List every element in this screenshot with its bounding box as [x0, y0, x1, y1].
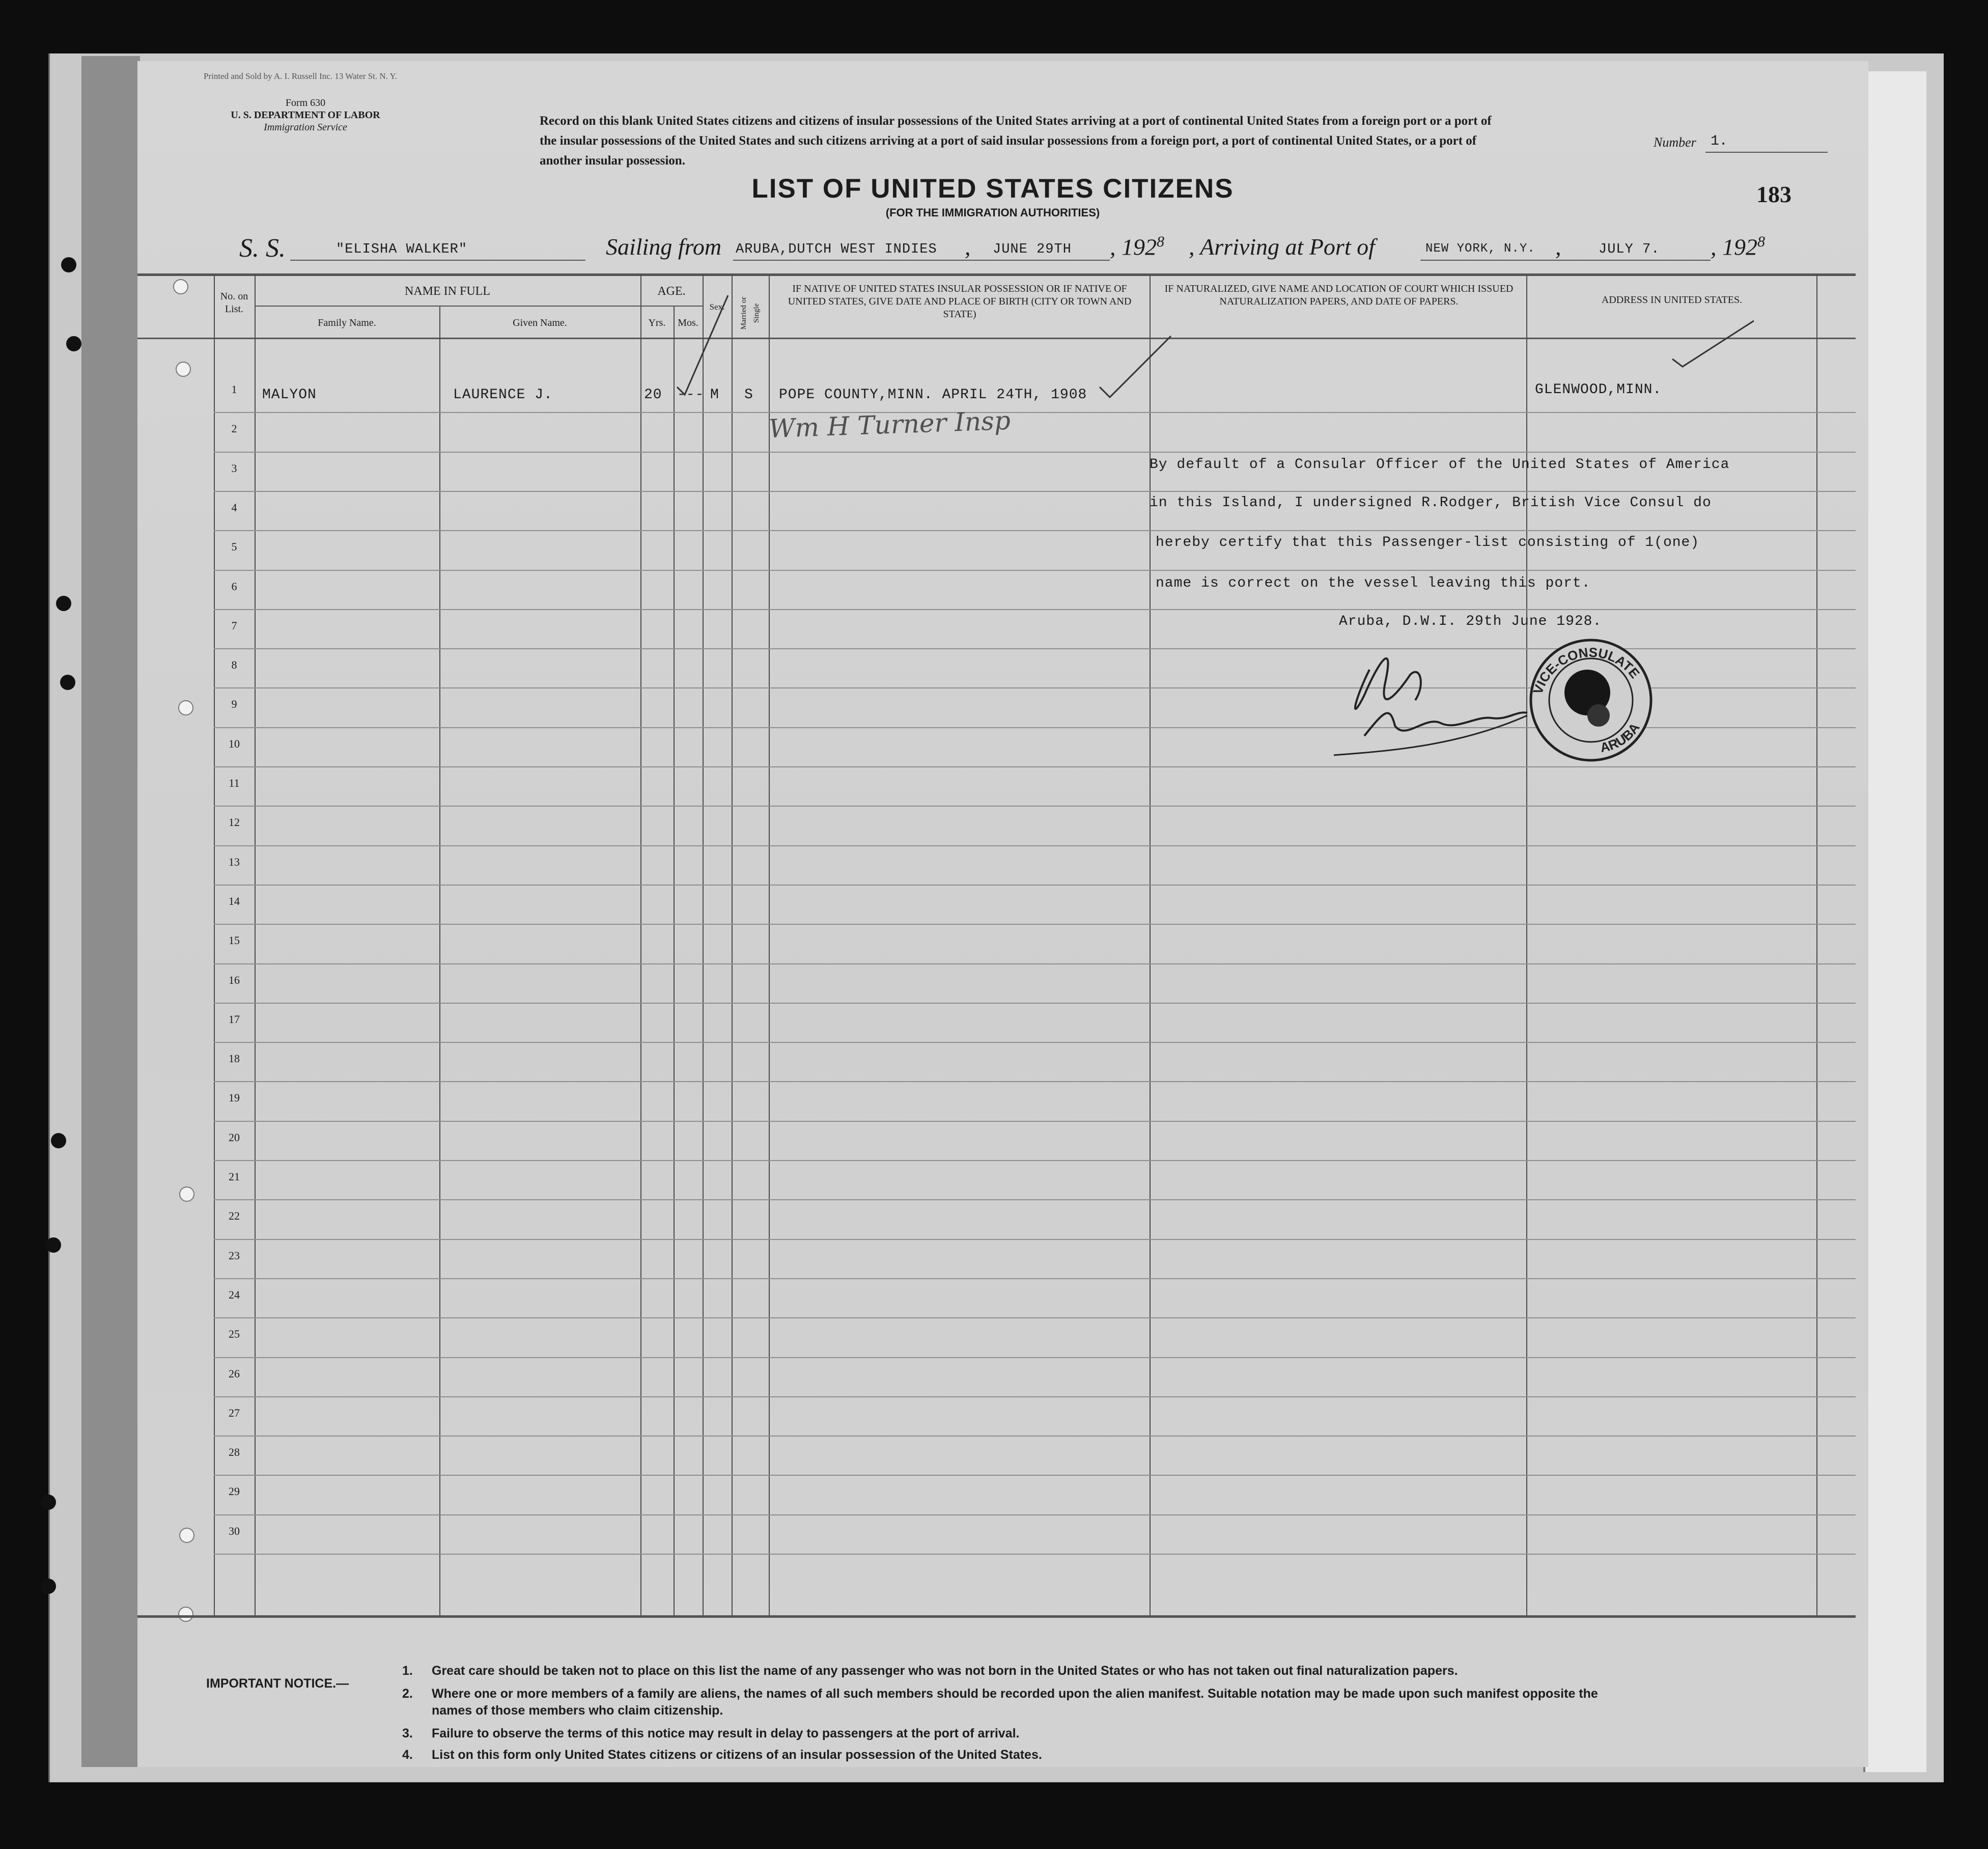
row-number: 13 [229, 855, 240, 868]
sailing-underline [733, 260, 1110, 261]
row-number: 8 [231, 658, 237, 672]
row-number: 21 [229, 1170, 240, 1183]
binder-hole [173, 279, 188, 294]
header-naturalized: IF NATURALIZED, GIVE NAME AND LOCATION OF COURT WHICH ISSUED NATURALIZATION PAPERS, AND DATE OF PAPERS. [1164, 283, 1514, 307]
printer-line: Printed and Sold by A. I. Russell Inc. 13 Water St. N. Y. [204, 71, 397, 81]
check-mark [1095, 331, 1176, 402]
col-divider [640, 275, 641, 1615]
row-number: 9 [231, 698, 237, 711]
row-number: 12 [229, 816, 240, 829]
row-number: 30 [229, 1524, 240, 1537]
entry-given-name: LAURENCE J. [453, 387, 553, 403]
binder-hole-dark [41, 1579, 56, 1594]
notice-text-3: Failure to observe the terms of this notice may result in delay to passengers at the port of arrival. [432, 1726, 1020, 1741]
binder-hole [179, 1186, 194, 1202]
from-port: ARUBA,DUTCH WEST INDIES [736, 242, 937, 257]
entry-family-name: MALYON [262, 387, 317, 403]
binder-hole-dark [56, 596, 71, 611]
name-subheader-rule [439, 306, 640, 307]
binder-hole [179, 1528, 194, 1543]
number-value: 1. [1711, 133, 1728, 149]
cert-line-4: name is correct on the vessel leaving this port. [1156, 575, 1591, 591]
page-title: LIST OF UNITED STATES CITIZENS [751, 174, 1234, 204]
row-rule [214, 1081, 1856, 1082]
col-divider [1150, 275, 1151, 1615]
row-number: 29 [229, 1485, 240, 1498]
binder-hole [178, 700, 193, 715]
notice-num-1: 1. [402, 1664, 413, 1678]
cert-line-3: hereby certify that this Passenger-list consisting of 1(one) [1156, 535, 1700, 550]
col-divider [732, 275, 733, 1615]
ss-label: S. S. [239, 234, 286, 263]
row-number: 14 [229, 894, 240, 907]
header-birth: IF NATIVE OF UNITED STATES INSULAR POSSESSION OR IF NATIVE OF UNITED STATES, GIVE DATE AND PLACE OF BIRTH (CITY OR TOWN AND STATE) [788, 283, 1132, 320]
comma-sep: , [965, 234, 971, 260]
entry-mos: --- [677, 387, 705, 403]
entry-sex: M [710, 387, 719, 403]
row-rule [214, 1003, 1856, 1004]
form-number: Form 630 [285, 97, 326, 108]
row-rule [214, 491, 1856, 492]
col-divider [769, 275, 770, 1615]
col-divider [255, 275, 256, 1615]
row-rule [214, 609, 1856, 610]
header-given-name: Given Name. [513, 317, 567, 328]
row-rule [214, 1317, 1856, 1318]
row-rule [214, 1199, 1856, 1200]
row-number: 20 [229, 1130, 240, 1144]
vice-consulate-seal [1522, 631, 1660, 769]
col-divider [703, 275, 704, 1615]
notice-text-4: List on this form only United States citizens or citizens of an insular possession of the United States. [432, 1748, 1042, 1762]
binder-hole [176, 362, 191, 377]
header-married: Married or Single [740, 296, 761, 330]
cert-line-2: in this Island, I undersigned R.Rodger, British Vice Consul do [1150, 495, 1712, 511]
binder-hole-dark [41, 1495, 56, 1510]
arrive-year-digit: 8 [1757, 233, 1765, 250]
check-mark [1670, 316, 1756, 372]
row-rule [214, 1436, 1856, 1437]
row-rule [214, 1239, 1856, 1240]
department-block [183, 97, 428, 133]
binding-edge [81, 56, 140, 1767]
notice-num-4: 4. [402, 1748, 413, 1762]
cert-line-1: By default of a Consular Officer of the United States of America [1150, 457, 1730, 473]
header-sex: Sex. [709, 302, 725, 312]
row-rule [214, 963, 1856, 964]
entry-birth: POPE COUNTY,MINN. APRIL 24TH, 1908 [779, 387, 1087, 403]
page-subtitle: (FOR THE IMMIGRATION AUTHORITIES) [885, 206, 1100, 219]
seal-top-text: VICE-CONSULATE [1530, 644, 1643, 697]
to-port: NEW YORK, N.Y. [1425, 242, 1535, 256]
consul-signature [1324, 629, 1537, 761]
row-number: 25 [229, 1328, 240, 1341]
name-subheader-rule [255, 306, 448, 307]
row-number: 24 [229, 1288, 240, 1301]
row-rule [214, 1160, 1856, 1161]
col-divider [1816, 275, 1817, 1615]
ship-name: "ELISHA WALKER" [336, 242, 468, 257]
row-number: 3 [231, 461, 237, 475]
inspector-signature: Wm H Turner Insp [768, 405, 1011, 444]
page-number: 183 [1756, 181, 1791, 207]
sail-year: , $192^8$ [1110, 233, 1164, 260]
notice-text-2: Where one or more members of a family are aliens, the names of all such members should be recorded upon the alien manifest. Suitable notation may be made upon such manifest opposite the names of those members who claim citizenship. [432, 1687, 1598, 1718]
binder-hole-dark [46, 1237, 61, 1253]
row-rule [214, 1554, 1856, 1555]
entry-address: GLENWOOD,MINN. [1535, 382, 1662, 398]
row-rule [214, 924, 1856, 925]
row-rule [214, 452, 1856, 453]
col-divider [214, 275, 215, 1615]
cert-place-date: Aruba, D.W.I. 29th June 1928. [1339, 614, 1602, 629]
row-number: 6 [231, 579, 237, 593]
binder-hole-dark [66, 336, 81, 351]
sail-year-prefix: 192 [1122, 234, 1157, 260]
row-rule [214, 1042, 1856, 1043]
binder-hole-dark [61, 257, 76, 272]
row-rule [214, 845, 1856, 846]
arriving-label: , Arriving at Port of [1189, 234, 1375, 260]
row-rule [214, 1121, 1856, 1122]
row-number: 17 [229, 1012, 240, 1026]
row-number: 15 [229, 934, 240, 947]
row-number: 22 [229, 1209, 240, 1223]
arrive-year-prefix: 192 [1722, 234, 1757, 260]
binder-hole-dark [51, 1133, 66, 1148]
row-number: 5 [231, 540, 237, 554]
seal-bottom-text: ARUBA [1599, 720, 1643, 756]
row-rule [214, 806, 1856, 807]
record-instruction: Record on this blank United States citizens and citizens of insular possessions of the United States arriving at a port of continental United States from a foreign port or a port of the insular possessions of the United States and such citizens arriving at a port of said insular possessions from a foreign port, a port of continental United States, or a port of another insular possession. [540, 114, 1492, 168]
table-header-rule [137, 338, 1856, 339]
notice-num-2: 2. [402, 1687, 413, 1701]
row-rule [214, 570, 1856, 571]
row-rule [214, 530, 1856, 531]
sail-date: JUNE 29TH [993, 242, 1072, 257]
ship-underline [290, 260, 585, 261]
row-rule [214, 1514, 1856, 1515]
row-rule [214, 1475, 1856, 1476]
number-underline [1705, 152, 1828, 153]
check-mark [672, 285, 733, 397]
right-paper-edge [1863, 71, 1926, 1772]
row-number: 23 [229, 1249, 240, 1262]
row-rule [214, 1396, 1856, 1397]
header-family-name: Family Name. [318, 317, 376, 328]
row-number: 27 [229, 1406, 240, 1419]
arrive-date: JULY 7. [1599, 242, 1660, 257]
row-rule [214, 412, 1856, 413]
arrive-year: , $192^8$ [1711, 233, 1765, 260]
col-divider [674, 306, 675, 1615]
header-age: AGE. [657, 285, 686, 298]
number-label: Number [1654, 135, 1696, 150]
row-number: 4 [231, 501, 237, 514]
department-name: U. S. DEPARTMENT OF LABOR [231, 109, 380, 121]
header-no: No. on List. [220, 291, 248, 315]
row-number: 26 [229, 1367, 240, 1380]
table-bottom-rule [137, 1615, 1856, 1618]
notice-label: IMPORTANT NOTICE.— [206, 1676, 349, 1691]
header-yrs: Yrs. [648, 317, 666, 328]
binder-hole [178, 1607, 193, 1622]
comma-sep: , [1555, 234, 1561, 260]
binder-hole-dark [60, 675, 75, 690]
row-number: 28 [229, 1446, 240, 1459]
row-number: 7 [231, 619, 237, 632]
sailing-label: Sailing from [606, 234, 722, 260]
row-number: 18 [229, 1052, 240, 1065]
row-rule [214, 885, 1856, 886]
header-name-in-full: NAME IN FULL [405, 285, 490, 298]
row-rule [214, 1357, 1856, 1358]
arriving-underline [1420, 260, 1711, 261]
row-rule [214, 1278, 1856, 1279]
row-number: 1 [231, 383, 237, 396]
row-number: 16 [229, 973, 240, 986]
header-address: ADDRESS IN UNITED STATES. [1601, 294, 1743, 306]
notice-num-3: 3. [402, 1726, 413, 1741]
table-top-rule [137, 273, 1856, 276]
entry-yrs: 20 [644, 387, 662, 403]
service-name: Immigration Service [264, 122, 347, 133]
entry-married: S [744, 387, 753, 403]
row-number: 2 [231, 422, 237, 435]
header-mos: Mos. [678, 317, 698, 328]
row-number: 10 [229, 737, 240, 750]
col-divider [1526, 275, 1527, 1615]
col-divider [439, 306, 440, 1615]
notice-text-1: Great care should be taken not to place on this list the name of any passenger who was not born in the United States or who has not taken out final naturalization papers. [432, 1664, 1458, 1678]
row-number: 11 [229, 777, 240, 789]
sail-year-digit: 8 [1157, 233, 1164, 250]
row-number: 19 [229, 1091, 240, 1105]
